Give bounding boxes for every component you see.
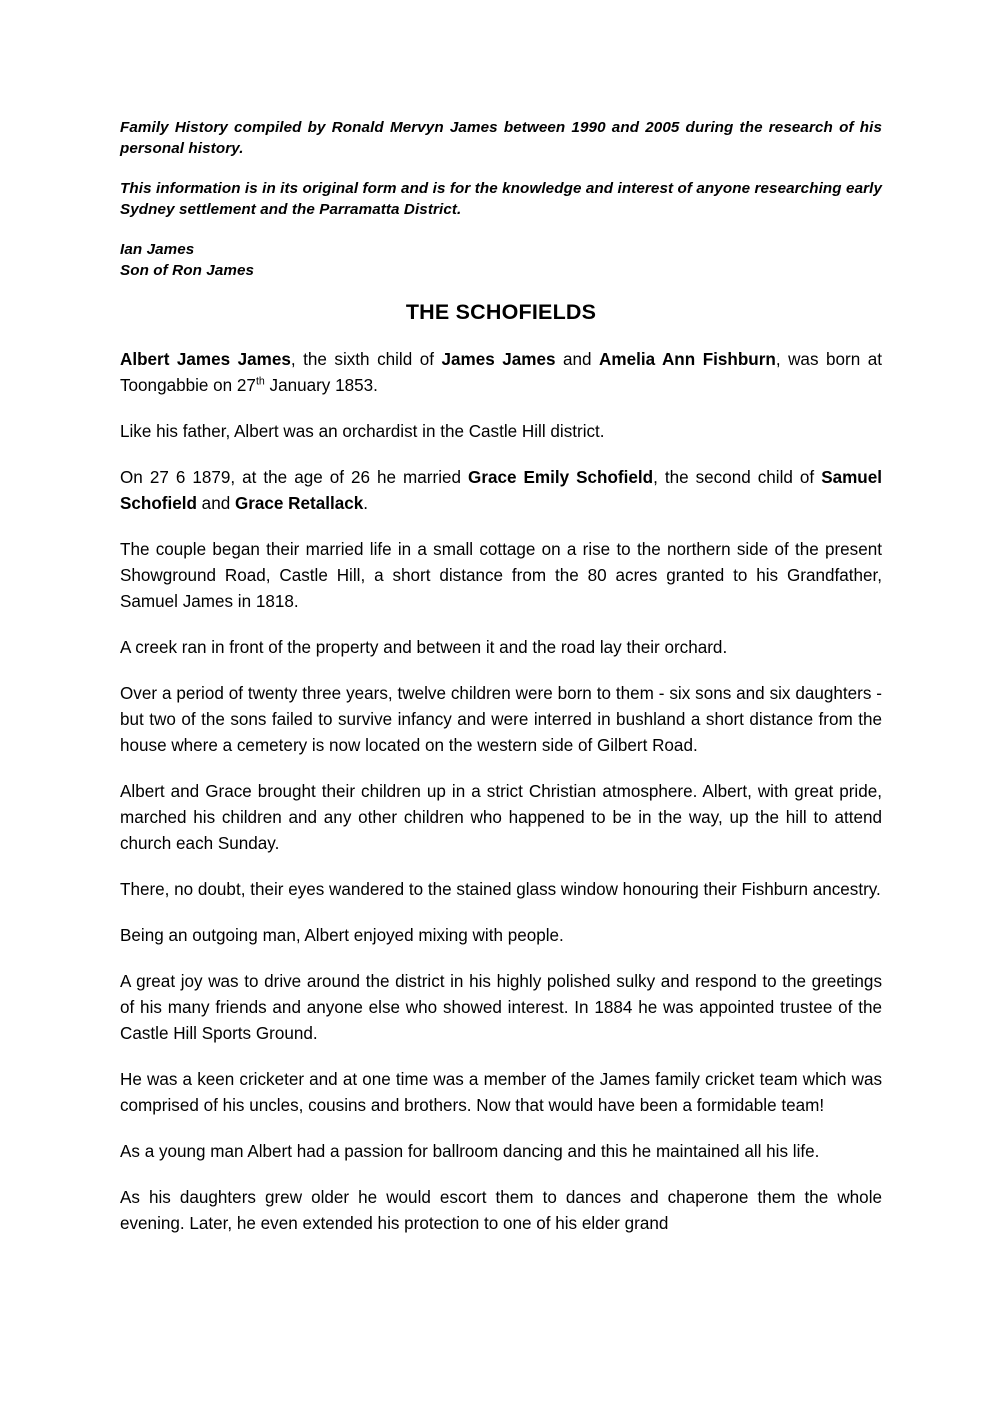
paragraph-children: Over a period of twenty three years, twelve children were born to them - six sons and six daughters - but two of the sons failed to survive infancy and were interred in bushland a short distance from the house where a cemetery is now located on the western side of Gilbert Road. xyxy=(120,684,882,755)
paragraph-christian-upbringing: Albert and Grace brought their children up in a strict Christian atmosphere. Albert, with great pride, marched his children and any other children who happened to be in the way, up the hill to attend church each Sunday. xyxy=(120,782,882,853)
name-samuel-schofield: Samuel Schofield xyxy=(120,468,883,513)
name-grace-retallack: Grace Retallack xyxy=(234,494,364,513)
preamble-compiled-note: Family History compiled by Ronald Mervyn James between 1990 and 2005 during the research of his personal history. xyxy=(120,119,882,157)
paragraph-cricket: He was a keen cricketer and at one time was a member of the James family cricket team which was comprised of his uncles, cousins and brothers. Now that would have been a formidable team! xyxy=(120,1070,882,1115)
p1-text-4: and xyxy=(555,350,600,369)
paragraph-stained-glass: There, no doubt, their eyes wandered to the stained glass window honouring their Fishburn ancestry. xyxy=(120,880,881,899)
document-content xyxy=(120,118,882,1237)
signature-relation: Son of Ron James xyxy=(120,261,255,279)
paragraph-sulky: A great joy was to drive around the district in his highly polished sulky and respond to the greetings of his many friends and anyone else who showed interest. In 1884 he was appointed trustee of the Castle Hill Sports Ground. xyxy=(120,972,882,1043)
body-copy xyxy=(120,347,882,1237)
paragraph-cottage: The couple began their married life in a small cottage on a rise to the northern side of the present Showground Road, Castle Hill, a short distance from the 80 acres granted to his Grandfather, Samuel James in 1818. xyxy=(120,540,882,611)
preamble-signature xyxy=(120,240,882,281)
p3-text-3: , the second child of xyxy=(653,468,822,487)
preamble-block xyxy=(120,118,882,281)
p3-text-5: and xyxy=(196,494,235,513)
paragraph-orchardist: Like his father, Albert was an orchardist in the Castle Hill district. xyxy=(120,422,605,441)
p3-text-1: On 27 6 1879, at the age of 26 he married xyxy=(120,468,469,487)
p1-text-2: , the sixth child of xyxy=(290,350,442,369)
name-grace-emily-schofield: Grace Emily Schofield xyxy=(468,468,654,487)
paragraph-albert-birth xyxy=(120,347,882,399)
paragraph-outgoing-man: Being an outgoing man, Albert enjoyed mixing with people. xyxy=(120,926,564,945)
p3-text-7: . xyxy=(363,494,369,513)
paragraph-marriage xyxy=(120,465,882,517)
p1-text-7: January 1853. xyxy=(264,376,378,395)
preamble-original-form-note: This information is in its original form and is for the knowledge and interest of anyone researching early Sydney settlement and the Parramatta District. xyxy=(120,180,882,218)
signature-name: Ian James xyxy=(120,241,195,258)
name-amelia-ann-fishburn: Amelia Ann Fishburn xyxy=(599,350,776,369)
name-albert-james-james: Albert James James xyxy=(120,350,291,369)
p1-text-6: , was born at Toongabbie on 27 xyxy=(120,350,882,395)
name-james-james: James James xyxy=(441,350,556,369)
paragraph-ballroom-dancing: As a young man Albert had a passion for ballroom dancing and this he maintained all his life. xyxy=(120,1142,820,1161)
paragraph-creek: A creek ran in front of the property and between it and the road lay their orchard. xyxy=(120,638,728,657)
paragraph-daughters-dances: As his daughters grew older he would escort them to dances and chaperone them the whole evening. Later, he even extended his protection to one of his elder grand xyxy=(120,1188,882,1233)
page-title: THE SCHOFIELDS xyxy=(405,300,597,324)
ordinal-suffix: th xyxy=(255,375,265,388)
